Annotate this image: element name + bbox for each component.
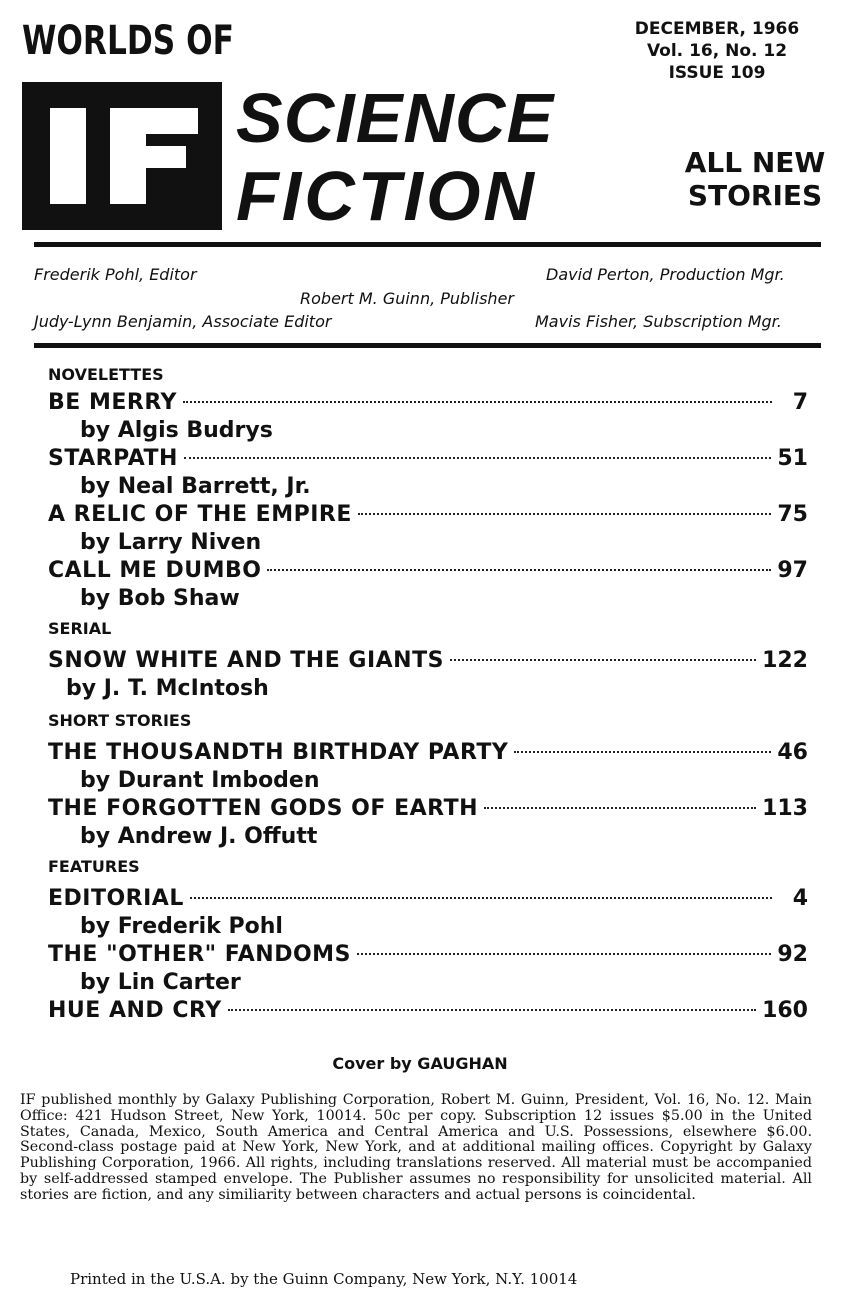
worlds-of-heading: WORLDS OF (22, 18, 234, 64)
entry-page: 46 (777, 740, 808, 765)
toc-entry (48, 738, 808, 767)
dot-leader (358, 513, 772, 515)
staff-associate: Judy-Lynn Benjamin, Associate Editor (34, 312, 332, 331)
printed-notice: Printed in the U.S.A. by the Guinn Company, New York, N.Y. 10014 (70, 1270, 578, 1288)
entry-page: 92 (777, 942, 808, 967)
entry-author: by Larry Niven (80, 530, 262, 555)
section-novelettes: NOVELETTES (48, 365, 164, 384)
all-new-line-2: STORIES (687, 179, 823, 212)
dot-leader (450, 659, 756, 661)
section-features: FEATURES (48, 857, 140, 876)
toc-entry (48, 500, 808, 529)
entry-title: A RELIC OF THE EMPIRE (48, 502, 352, 527)
publication-notice: IF published monthly by Galaxy Publishing Corporation, Robert M. Guinn, President, Vol. 16, No. 12. Main Office: 421 Hudson Street, New York, 10014. 50c per copy. Subscription 12 issues $5.00 in the United States, Canada, Mexico, South America and Central America and U.S. Possessions, elsewhere $6.00. Second-class postage paid at New York, New York, and at additional mailing offices. Copyright by Galaxy Publishing Corporation, 1966. All rights, including translations reserved. All material must be accompanied by self-addressed stamped envelope. The Publisher assumes no responsibility for unsolicited material. All stories are fiction, and any similiarity between characters and actual persons is coincidental. (20, 1092, 812, 1203)
entry-author: by Durant Imboden (80, 768, 320, 793)
dot-leader (190, 897, 772, 899)
entry-title: BE MERRY (48, 390, 177, 415)
cover-credit: Cover by GAUGHAN (332, 1054, 508, 1073)
fiction-heading: FICTION (236, 157, 537, 235)
issue-number: ISSUE 109 (668, 63, 766, 83)
all-new-stories (680, 146, 830, 212)
all-new-line-1: ALL NEW (684, 146, 826, 179)
entry-page: 7 (792, 390, 808, 415)
entry-page: 4 (792, 886, 808, 911)
entry-author: by Neal Barrett, Jr. (80, 474, 311, 499)
section-short-stories: SHORT STORIES (48, 711, 192, 730)
entry-page: 113 (762, 796, 808, 821)
staff-production: David Perton, Production Mgr. (546, 265, 785, 284)
entry-page: 97 (777, 558, 808, 583)
toc-entry (48, 940, 808, 969)
entry-author: by J. T. McIntosh (66, 676, 269, 701)
dot-leader (228, 1009, 756, 1011)
entry-title: THE FORGOTTEN GODS OF EARTH (48, 796, 478, 821)
dot-leader (267, 569, 771, 571)
toc-entry (48, 646, 808, 675)
entry-page: 51 (777, 446, 808, 471)
top-rule (34, 242, 821, 247)
issue-date: DECEMBER, 1966 (634, 19, 800, 39)
entry-title: THE THOUSANDTH BIRTHDAY PARTY (48, 740, 509, 765)
dot-leader (514, 751, 771, 753)
science-heading: SCIENCE (236, 79, 555, 157)
entry-title: HUE AND CRY (48, 998, 222, 1023)
toc-entry (48, 996, 808, 1025)
dot-leader (484, 807, 756, 809)
toc-entry (48, 556, 808, 585)
dot-leader (183, 401, 772, 403)
staff-publisher: Robert M. Guinn, Publisher (300, 289, 514, 308)
issue-info (622, 18, 812, 84)
dot-leader (184, 457, 771, 459)
entry-page: 122 (762, 648, 808, 673)
toc-entry (48, 388, 808, 417)
dot-leader (357, 953, 771, 955)
bottom-rule (34, 343, 821, 348)
entry-title: CALL ME DUMBO (48, 558, 262, 583)
if-logo-text: IF (122, 222, 123, 223)
entry-author: by Algis Budrys (80, 418, 273, 443)
entry-author: by Lin Carter (80, 970, 241, 995)
toc-entry (48, 444, 808, 473)
issue-volume: Vol. 16, No. 12 (646, 41, 788, 61)
entry-author: by Bob Shaw (80, 586, 240, 611)
staff-editor: Frederik Pohl, Editor (34, 265, 197, 284)
entry-title: EDITORIAL (48, 886, 184, 911)
staff-subscription: Mavis Fisher, Subscription Mgr. (535, 312, 782, 331)
entry-title: THE "OTHER" FANDOMS (48, 942, 351, 967)
entry-page: 160 (762, 998, 808, 1023)
entry-title: SNOW WHITE AND THE GIANTS (48, 648, 444, 673)
entry-page: 75 (777, 502, 808, 527)
table-of-contents (48, 362, 808, 1025)
toc-entry (48, 794, 808, 823)
section-serial: SERIAL (48, 619, 112, 638)
toc-entry (48, 884, 808, 913)
entry-title: STARPATH (48, 446, 178, 471)
if-logo (22, 82, 222, 230)
entry-author: by Andrew J. Offutt (80, 824, 318, 849)
entry-author: by Frederik Pohl (80, 914, 283, 939)
